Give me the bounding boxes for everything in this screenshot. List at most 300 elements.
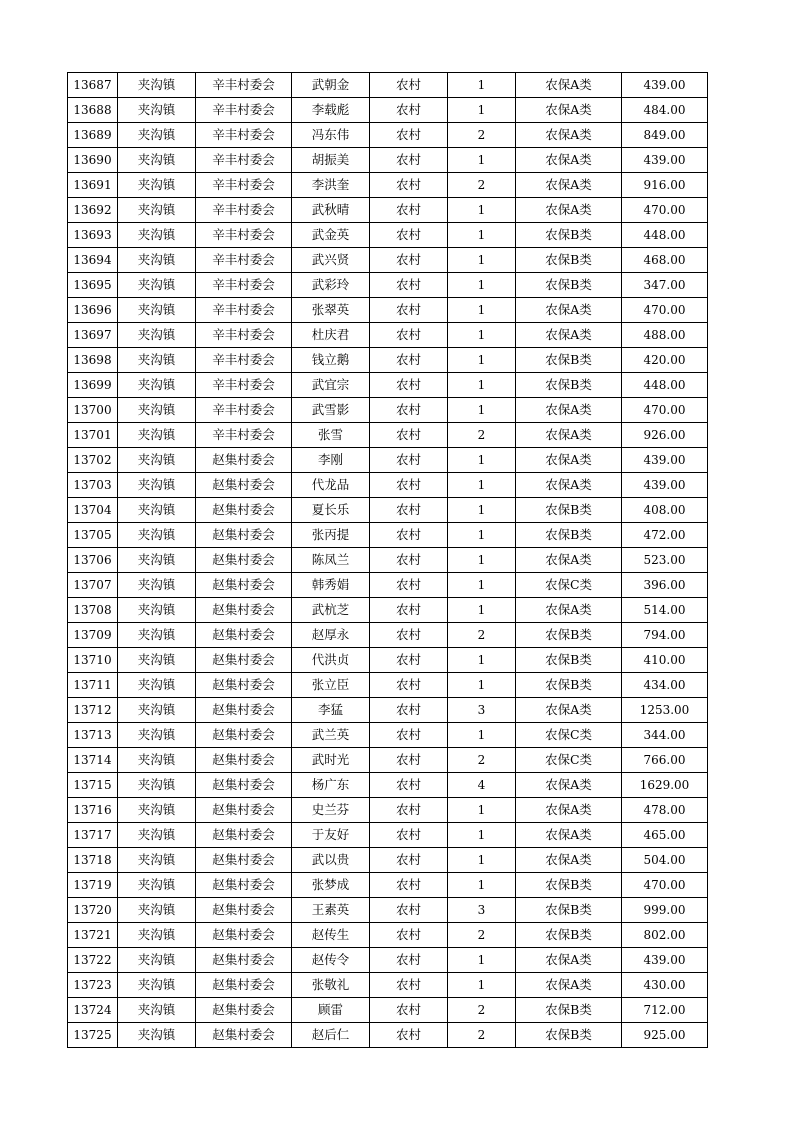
record-number-cell: 13700 bbox=[68, 398, 118, 423]
area-type-cell: 农村 bbox=[370, 673, 448, 698]
insurance-category-cell: 农保A类 bbox=[516, 423, 622, 448]
amount-cell: 468.00 bbox=[622, 248, 708, 273]
town-cell: 夹沟镇 bbox=[118, 998, 196, 1023]
person-name-cell: 李洪奎 bbox=[292, 173, 370, 198]
household-count-cell: 1 bbox=[448, 73, 516, 98]
village-committee-cell: 辛丰村委会 bbox=[196, 323, 292, 348]
amount-cell: 410.00 bbox=[622, 648, 708, 673]
table-row bbox=[68, 823, 708, 848]
record-number-cell: 13707 bbox=[68, 573, 118, 598]
area-type-cell: 农村 bbox=[370, 273, 448, 298]
town-cell: 夹沟镇 bbox=[118, 73, 196, 98]
table-row bbox=[68, 573, 708, 598]
table-row bbox=[68, 673, 708, 698]
amount-cell: 925.00 bbox=[622, 1023, 708, 1048]
area-type-cell: 农村 bbox=[370, 448, 448, 473]
area-type-cell: 农村 bbox=[370, 698, 448, 723]
amount-cell: 470.00 bbox=[622, 298, 708, 323]
table-row bbox=[68, 848, 708, 873]
record-number-cell: 13687 bbox=[68, 73, 118, 98]
village-committee-cell: 赵集村委会 bbox=[196, 798, 292, 823]
household-count-cell: 1 bbox=[448, 723, 516, 748]
person-name-cell: 于友好 bbox=[292, 823, 370, 848]
town-cell: 夹沟镇 bbox=[118, 648, 196, 673]
insurance-category-cell: 农保B类 bbox=[516, 1023, 622, 1048]
insurance-category-cell: 农保B类 bbox=[516, 498, 622, 523]
person-name-cell: 赵传令 bbox=[292, 948, 370, 973]
person-name-cell: 武宜宗 bbox=[292, 373, 370, 398]
insurance-category-cell: 农保A类 bbox=[516, 798, 622, 823]
insurance-category-cell: 农保A类 bbox=[516, 398, 622, 423]
table-row bbox=[68, 448, 708, 473]
record-number-cell: 13693 bbox=[68, 223, 118, 248]
record-number-cell: 13690 bbox=[68, 148, 118, 173]
record-number-cell: 13691 bbox=[68, 173, 118, 198]
record-number-cell: 13701 bbox=[68, 423, 118, 448]
person-name-cell: 夏长乐 bbox=[292, 498, 370, 523]
insurance-category-cell: 农保B类 bbox=[516, 998, 622, 1023]
amount-cell: 470.00 bbox=[622, 873, 708, 898]
person-name-cell: 陈凤兰 bbox=[292, 548, 370, 573]
area-type-cell: 农村 bbox=[370, 473, 448, 498]
person-name-cell: 武雪影 bbox=[292, 398, 370, 423]
area-type-cell: 农村 bbox=[370, 998, 448, 1023]
person-name-cell: 李刚 bbox=[292, 448, 370, 473]
household-count-cell: 1 bbox=[448, 948, 516, 973]
table-row bbox=[68, 648, 708, 673]
area-type-cell: 农村 bbox=[370, 798, 448, 823]
record-number-cell: 13725 bbox=[68, 1023, 118, 1048]
area-type-cell: 农村 bbox=[370, 148, 448, 173]
table-row bbox=[68, 898, 708, 923]
table-row bbox=[68, 498, 708, 523]
village-committee-cell: 赵集村委会 bbox=[196, 548, 292, 573]
insurance-category-cell: 农保B类 bbox=[516, 673, 622, 698]
record-number-cell: 13703 bbox=[68, 473, 118, 498]
town-cell: 夹沟镇 bbox=[118, 273, 196, 298]
village-committee-cell: 辛丰村委会 bbox=[196, 423, 292, 448]
amount-cell: 448.00 bbox=[622, 373, 708, 398]
town-cell: 夹沟镇 bbox=[118, 898, 196, 923]
person-name-cell: 武朝金 bbox=[292, 73, 370, 98]
village-committee-cell: 辛丰村委会 bbox=[196, 373, 292, 398]
insurance-category-cell: 农保A类 bbox=[516, 148, 622, 173]
town-cell: 夹沟镇 bbox=[118, 348, 196, 373]
insurance-category-cell: 农保A类 bbox=[516, 773, 622, 798]
area-type-cell: 农村 bbox=[370, 498, 448, 523]
record-number-cell: 13722 bbox=[68, 948, 118, 973]
person-name-cell: 武金英 bbox=[292, 223, 370, 248]
person-name-cell: 胡振美 bbox=[292, 148, 370, 173]
village-committee-cell: 赵集村委会 bbox=[196, 773, 292, 798]
town-cell: 夹沟镇 bbox=[118, 123, 196, 148]
table-row bbox=[68, 398, 708, 423]
table-row bbox=[68, 323, 708, 348]
area-type-cell: 农村 bbox=[370, 523, 448, 548]
person-name-cell: 代龙品 bbox=[292, 473, 370, 498]
record-number-cell: 13715 bbox=[68, 773, 118, 798]
household-count-cell: 2 bbox=[448, 923, 516, 948]
table-row bbox=[68, 223, 708, 248]
amount-cell: 396.00 bbox=[622, 573, 708, 598]
insurance-category-cell: 农保A类 bbox=[516, 73, 622, 98]
insurance-category-cell: 农保B类 bbox=[516, 273, 622, 298]
person-name-cell: 冯东伟 bbox=[292, 123, 370, 148]
town-cell: 夹沟镇 bbox=[118, 498, 196, 523]
town-cell: 夹沟镇 bbox=[118, 598, 196, 623]
town-cell: 夹沟镇 bbox=[118, 948, 196, 973]
area-type-cell: 农村 bbox=[370, 773, 448, 798]
table-row bbox=[68, 873, 708, 898]
record-number-cell: 13714 bbox=[68, 748, 118, 773]
amount-cell: 465.00 bbox=[622, 823, 708, 848]
amount-cell: 472.00 bbox=[622, 523, 708, 548]
amount-cell: 439.00 bbox=[622, 148, 708, 173]
person-name-cell: 张丙提 bbox=[292, 523, 370, 548]
insurance-category-cell: 农保A类 bbox=[516, 298, 622, 323]
town-cell: 夹沟镇 bbox=[118, 523, 196, 548]
record-number-cell: 13718 bbox=[68, 848, 118, 873]
area-type-cell: 农村 bbox=[370, 173, 448, 198]
amount-cell: 926.00 bbox=[622, 423, 708, 448]
record-number-cell: 13720 bbox=[68, 898, 118, 923]
amount-cell: 430.00 bbox=[622, 973, 708, 998]
household-count-cell: 3 bbox=[448, 898, 516, 923]
record-number-cell: 13692 bbox=[68, 198, 118, 223]
table-row bbox=[68, 423, 708, 448]
person-name-cell: 钱立鹅 bbox=[292, 348, 370, 373]
village-committee-cell: 辛丰村委会 bbox=[196, 173, 292, 198]
area-type-cell: 农村 bbox=[370, 748, 448, 773]
amount-cell: 504.00 bbox=[622, 848, 708, 873]
person-name-cell: 赵传生 bbox=[292, 923, 370, 948]
area-type-cell: 农村 bbox=[370, 648, 448, 673]
household-count-cell: 2 bbox=[448, 623, 516, 648]
record-number-cell: 13717 bbox=[68, 823, 118, 848]
record-number-cell: 13716 bbox=[68, 798, 118, 823]
village-committee-cell: 赵集村委会 bbox=[196, 498, 292, 523]
area-type-cell: 农村 bbox=[370, 848, 448, 873]
area-type-cell: 农村 bbox=[370, 898, 448, 923]
amount-cell: 488.00 bbox=[622, 323, 708, 348]
amount-cell: 999.00 bbox=[622, 898, 708, 923]
person-name-cell: 顾雷 bbox=[292, 998, 370, 1023]
household-count-cell: 2 bbox=[448, 123, 516, 148]
household-count-cell: 2 bbox=[448, 173, 516, 198]
table-row bbox=[68, 1023, 708, 1048]
insurance-category-cell: 农保A类 bbox=[516, 448, 622, 473]
table-row bbox=[68, 923, 708, 948]
area-type-cell: 农村 bbox=[370, 373, 448, 398]
table-row bbox=[68, 348, 708, 373]
table-row bbox=[68, 173, 708, 198]
area-type-cell: 农村 bbox=[370, 323, 448, 348]
person-name-cell: 代洪贞 bbox=[292, 648, 370, 673]
household-count-cell: 1 bbox=[448, 498, 516, 523]
area-type-cell: 农村 bbox=[370, 223, 448, 248]
town-cell: 夹沟镇 bbox=[118, 398, 196, 423]
area-type-cell: 农村 bbox=[370, 598, 448, 623]
village-committee-cell: 赵集村委会 bbox=[196, 623, 292, 648]
record-number-cell: 13713 bbox=[68, 723, 118, 748]
amount-cell: 514.00 bbox=[622, 598, 708, 623]
amount-cell: 408.00 bbox=[622, 498, 708, 523]
area-type-cell: 农村 bbox=[370, 123, 448, 148]
person-name-cell: 张雪 bbox=[292, 423, 370, 448]
table-row bbox=[68, 548, 708, 573]
table-row bbox=[68, 98, 708, 123]
household-count-cell: 1 bbox=[448, 373, 516, 398]
document-page bbox=[67, 72, 707, 1048]
amount-cell: 523.00 bbox=[622, 548, 708, 573]
person-name-cell: 张敬礼 bbox=[292, 973, 370, 998]
insurance-category-cell: 农保A类 bbox=[516, 848, 622, 873]
town-cell: 夹沟镇 bbox=[118, 673, 196, 698]
village-committee-cell: 辛丰村委会 bbox=[196, 148, 292, 173]
roster-table bbox=[67, 72, 708, 1048]
household-count-cell: 1 bbox=[448, 648, 516, 673]
table-row bbox=[68, 73, 708, 98]
insurance-category-cell: 农保C类 bbox=[516, 748, 622, 773]
area-type-cell: 农村 bbox=[370, 873, 448, 898]
town-cell: 夹沟镇 bbox=[118, 873, 196, 898]
household-count-cell: 1 bbox=[448, 348, 516, 373]
town-cell: 夹沟镇 bbox=[118, 148, 196, 173]
household-count-cell: 1 bbox=[448, 248, 516, 273]
village-committee-cell: 赵集村委会 bbox=[196, 523, 292, 548]
town-cell: 夹沟镇 bbox=[118, 373, 196, 398]
table-row bbox=[68, 198, 708, 223]
town-cell: 夹沟镇 bbox=[118, 923, 196, 948]
person-name-cell: 李载彪 bbox=[292, 98, 370, 123]
amount-cell: 439.00 bbox=[622, 448, 708, 473]
person-name-cell: 韩秀娟 bbox=[292, 573, 370, 598]
amount-cell: 347.00 bbox=[622, 273, 708, 298]
insurance-category-cell: 农保A类 bbox=[516, 698, 622, 723]
area-type-cell: 农村 bbox=[370, 973, 448, 998]
insurance-category-cell: 农保B类 bbox=[516, 873, 622, 898]
insurance-category-cell: 农保B类 bbox=[516, 898, 622, 923]
village-committee-cell: 赵集村委会 bbox=[196, 948, 292, 973]
amount-cell: 1629.00 bbox=[622, 773, 708, 798]
record-number-cell: 13702 bbox=[68, 448, 118, 473]
record-number-cell: 13721 bbox=[68, 923, 118, 948]
person-name-cell: 武兰英 bbox=[292, 723, 370, 748]
table-row bbox=[68, 698, 708, 723]
town-cell: 夹沟镇 bbox=[118, 173, 196, 198]
table-row bbox=[68, 798, 708, 823]
area-type-cell: 农村 bbox=[370, 198, 448, 223]
record-number-cell: 13696 bbox=[68, 298, 118, 323]
village-committee-cell: 赵集村委会 bbox=[196, 923, 292, 948]
village-committee-cell: 辛丰村委会 bbox=[196, 73, 292, 98]
table-row bbox=[68, 598, 708, 623]
amount-cell: 478.00 bbox=[622, 798, 708, 823]
insurance-category-cell: 农保A类 bbox=[516, 823, 622, 848]
household-count-cell: 1 bbox=[448, 398, 516, 423]
insurance-category-cell: 农保A类 bbox=[516, 323, 622, 348]
table-row bbox=[68, 473, 708, 498]
household-count-cell: 1 bbox=[448, 298, 516, 323]
record-number-cell: 13711 bbox=[68, 673, 118, 698]
amount-cell: 470.00 bbox=[622, 398, 708, 423]
person-name-cell: 武杭芝 bbox=[292, 598, 370, 623]
town-cell: 夹沟镇 bbox=[118, 198, 196, 223]
household-count-cell: 1 bbox=[448, 848, 516, 873]
area-type-cell: 农村 bbox=[370, 623, 448, 648]
person-name-cell: 武时光 bbox=[292, 748, 370, 773]
area-type-cell: 农村 bbox=[370, 573, 448, 598]
village-committee-cell: 赵集村委会 bbox=[196, 648, 292, 673]
town-cell: 夹沟镇 bbox=[118, 1023, 196, 1048]
area-type-cell: 农村 bbox=[370, 298, 448, 323]
town-cell: 夹沟镇 bbox=[118, 98, 196, 123]
record-number-cell: 13710 bbox=[68, 648, 118, 673]
town-cell: 夹沟镇 bbox=[118, 748, 196, 773]
insurance-category-cell: 农保A类 bbox=[516, 973, 622, 998]
household-count-cell: 1 bbox=[448, 598, 516, 623]
village-committee-cell: 赵集村委会 bbox=[196, 748, 292, 773]
person-name-cell: 武秋晴 bbox=[292, 198, 370, 223]
village-committee-cell: 赵集村委会 bbox=[196, 673, 292, 698]
household-count-cell: 1 bbox=[448, 673, 516, 698]
table-row bbox=[68, 773, 708, 798]
person-name-cell: 赵厚永 bbox=[292, 623, 370, 648]
village-committee-cell: 赵集村委会 bbox=[196, 723, 292, 748]
table-row bbox=[68, 248, 708, 273]
area-type-cell: 农村 bbox=[370, 948, 448, 973]
household-count-cell: 1 bbox=[448, 573, 516, 598]
amount-cell: 448.00 bbox=[622, 223, 708, 248]
household-count-cell: 1 bbox=[448, 548, 516, 573]
amount-cell: 794.00 bbox=[622, 623, 708, 648]
record-number-cell: 13723 bbox=[68, 973, 118, 998]
household-count-cell: 2 bbox=[448, 748, 516, 773]
village-committee-cell: 赵集村委会 bbox=[196, 573, 292, 598]
insurance-category-cell: 农保A类 bbox=[516, 173, 622, 198]
amount-cell: 802.00 bbox=[622, 923, 708, 948]
household-count-cell: 1 bbox=[448, 473, 516, 498]
table-row bbox=[68, 748, 708, 773]
person-name-cell: 张立臣 bbox=[292, 673, 370, 698]
record-number-cell: 13719 bbox=[68, 873, 118, 898]
area-type-cell: 农村 bbox=[370, 723, 448, 748]
insurance-category-cell: 农保B类 bbox=[516, 648, 622, 673]
village-committee-cell: 赵集村委会 bbox=[196, 898, 292, 923]
record-number-cell: 13704 bbox=[68, 498, 118, 523]
amount-cell: 916.00 bbox=[622, 173, 708, 198]
insurance-category-cell: 农保B类 bbox=[516, 923, 622, 948]
town-cell: 夹沟镇 bbox=[118, 248, 196, 273]
household-count-cell: 1 bbox=[448, 448, 516, 473]
town-cell: 夹沟镇 bbox=[118, 773, 196, 798]
insurance-category-cell: 农保B类 bbox=[516, 623, 622, 648]
person-name-cell: 赵后仁 bbox=[292, 1023, 370, 1048]
insurance-category-cell: 农保C类 bbox=[516, 723, 622, 748]
village-committee-cell: 赵集村委会 bbox=[196, 873, 292, 898]
household-count-cell: 1 bbox=[448, 273, 516, 298]
household-count-cell: 3 bbox=[448, 698, 516, 723]
insurance-category-cell: 农保B类 bbox=[516, 223, 622, 248]
amount-cell: 439.00 bbox=[622, 948, 708, 973]
person-name-cell: 武兴贤 bbox=[292, 248, 370, 273]
amount-cell: 766.00 bbox=[622, 748, 708, 773]
record-number-cell: 13688 bbox=[68, 98, 118, 123]
record-number-cell: 13709 bbox=[68, 623, 118, 648]
insurance-category-cell: 农保A类 bbox=[516, 548, 622, 573]
town-cell: 夹沟镇 bbox=[118, 548, 196, 573]
record-number-cell: 13705 bbox=[68, 523, 118, 548]
village-committee-cell: 赵集村委会 bbox=[196, 698, 292, 723]
household-count-cell: 2 bbox=[448, 423, 516, 448]
town-cell: 夹沟镇 bbox=[118, 573, 196, 598]
table-row bbox=[68, 373, 708, 398]
amount-cell: 470.00 bbox=[622, 198, 708, 223]
household-count-cell: 1 bbox=[448, 823, 516, 848]
table-row bbox=[68, 998, 708, 1023]
table-row bbox=[68, 973, 708, 998]
village-committee-cell: 辛丰村委会 bbox=[196, 273, 292, 298]
household-count-cell: 1 bbox=[448, 523, 516, 548]
area-type-cell: 农村 bbox=[370, 1023, 448, 1048]
record-number-cell: 13708 bbox=[68, 598, 118, 623]
household-count-cell: 1 bbox=[448, 98, 516, 123]
record-number-cell: 13694 bbox=[68, 248, 118, 273]
amount-cell: 849.00 bbox=[622, 123, 708, 148]
record-number-cell: 13689 bbox=[68, 123, 118, 148]
area-type-cell: 农村 bbox=[370, 73, 448, 98]
area-type-cell: 农村 bbox=[370, 423, 448, 448]
village-committee-cell: 赵集村委会 bbox=[196, 823, 292, 848]
amount-cell: 434.00 bbox=[622, 673, 708, 698]
record-number-cell: 13698 bbox=[68, 348, 118, 373]
town-cell: 夹沟镇 bbox=[118, 623, 196, 648]
town-cell: 夹沟镇 bbox=[118, 723, 196, 748]
record-number-cell: 13695 bbox=[68, 273, 118, 298]
town-cell: 夹沟镇 bbox=[118, 423, 196, 448]
village-committee-cell: 辛丰村委会 bbox=[196, 398, 292, 423]
village-committee-cell: 辛丰村委会 bbox=[196, 198, 292, 223]
insurance-category-cell: 农保A类 bbox=[516, 198, 622, 223]
person-name-cell: 王素英 bbox=[292, 898, 370, 923]
village-committee-cell: 辛丰村委会 bbox=[196, 348, 292, 373]
town-cell: 夹沟镇 bbox=[118, 848, 196, 873]
village-committee-cell: 赵集村委会 bbox=[196, 448, 292, 473]
amount-cell: 420.00 bbox=[622, 348, 708, 373]
household-count-cell: 1 bbox=[448, 798, 516, 823]
area-type-cell: 农村 bbox=[370, 248, 448, 273]
village-committee-cell: 辛丰村委会 bbox=[196, 98, 292, 123]
household-count-cell: 1 bbox=[448, 873, 516, 898]
person-name-cell: 张翠英 bbox=[292, 298, 370, 323]
area-type-cell: 农村 bbox=[370, 548, 448, 573]
household-count-cell: 2 bbox=[448, 998, 516, 1023]
village-committee-cell: 赵集村委会 bbox=[196, 998, 292, 1023]
table-row bbox=[68, 623, 708, 648]
town-cell: 夹沟镇 bbox=[118, 448, 196, 473]
area-type-cell: 农村 bbox=[370, 98, 448, 123]
insurance-category-cell: 农保A类 bbox=[516, 123, 622, 148]
amount-cell: 484.00 bbox=[622, 98, 708, 123]
household-count-cell: 1 bbox=[448, 973, 516, 998]
insurance-category-cell: 农保A类 bbox=[516, 948, 622, 973]
person-name-cell: 杨广东 bbox=[292, 773, 370, 798]
insurance-category-cell: 农保C类 bbox=[516, 573, 622, 598]
insurance-category-cell: 农保A类 bbox=[516, 598, 622, 623]
record-number-cell: 13706 bbox=[68, 548, 118, 573]
amount-cell: 439.00 bbox=[622, 473, 708, 498]
insurance-category-cell: 农保B类 bbox=[516, 373, 622, 398]
